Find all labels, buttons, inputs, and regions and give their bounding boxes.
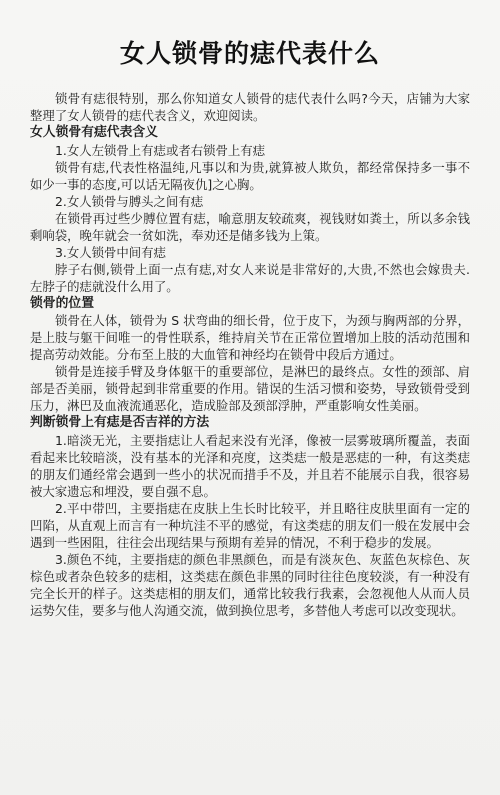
subheading: 3.女人锁骨中间有痣 <box>55 244 166 260</box>
body-paragraph: 锁骨是连接手臂及身体躯干的重要部位，是淋巴的最终点。女性的颈部、肩部是否美丽，锁骨起到非常重要的作用。错误的生活习惯和姿势，导致锁骨受到压力，淋巴及血液流通恶化，造成脸部及颈部浮肿，严重影响女性美丽。 <box>30 364 470 413</box>
body-paragraph: 1.暗淡无光，主要指痣让人看起来没有光泽，像被一层雾玻璃所覆盖，表面看起来比较暗淡，没有基本的光泽和亮度，这类痣一般是恶痣的一种，有这类痣的朋友们通经常会遇到一些小的状况而措手不及，并且若不能展示自我，很容易被大家遗忘和埋没，要自强不息。 <box>30 432 470 499</box>
article-title: 女人锁骨的痣代表什么 <box>119 39 380 68</box>
body-paragraph: 在锁骨再过些少膊位置有痣，喻意朋友较疏爽，视钱财如粪土，所以多余钱剩响袋，晚年就会一贫如洗，奉劝还是储多钱为上策。 <box>30 210 470 243</box>
section-heading: 女人锁骨有痣代表含义 <box>30 125 158 140</box>
body-paragraph: 锁骨在人体，锁骨为 S 状弯曲的细长骨，位于皮下，为颈与胸两部的分界，是上肢与躯干间唯一的骨性联系，维持肩关节在正常位置增加上肢的活动范围和提高劳动效能。分布至上肢的大血管和神经均在锁骨中段后方通过。 <box>30 313 470 362</box>
subheading: 1.女人左锁骨上有痣或者右锁骨上有痣 <box>55 142 266 158</box>
body-paragraph: 锁骨有痣,代表性格温纯,凡事以和为贵,就算被人欺负，都经常保持多一事不如少一事的态度,可以话无隔夜仇]之心胸。 <box>30 159 470 192</box>
intro-paragraph: 锁骨有痣很特别，那么你知道女人锁骨的痣代表什么吗?今天，店铺为大家整理了女人锁骨的痣代表含义，欢迎阅读。 <box>30 91 470 123</box>
section-heading: 锁骨的位置 <box>30 295 94 311</box>
body-paragraph: 3.颜色不纯，主要指痣的颜色非黑颜色，而是有淡灰色、灰蓝色灰棕色、灰棕色或者杂色较多的痣相，这类痣在颜色非黑的同时往往色度较淡，有一种没有完全长开的样子。这类痣相的朋友们，通常比较我行我素，会忽视他人从而人员运势欠佳，要多与他人沟通交流，做到换位思考，多替他人考虑可以改变现状。 <box>30 551 470 618</box>
body-paragraph: 脖子右侧,锁骨上面一点有痣,对女人来说是非常好的,大贵,不然也会嫁贵夫.左脖子的痣就没什么用了。 <box>30 261 470 294</box>
body-paragraph: 2.平中带凹，主要指痣在皮肤上生长时比较平，并且略往皮肤里面有一定的凹陷，从直观上而言有一种坑洼不平的感觉，有这类痣的朋友们一般在发展中会遇到一些困阻，往往会出现结果与预期有差异的情况，不利于稳步的发展。 <box>30 500 470 550</box>
section-heading: 判断锁骨上有痣是否吉祥的方法 <box>30 415 210 430</box>
subheading: 2.女人锁骨与膊头之间有痣 <box>55 193 204 209</box>
